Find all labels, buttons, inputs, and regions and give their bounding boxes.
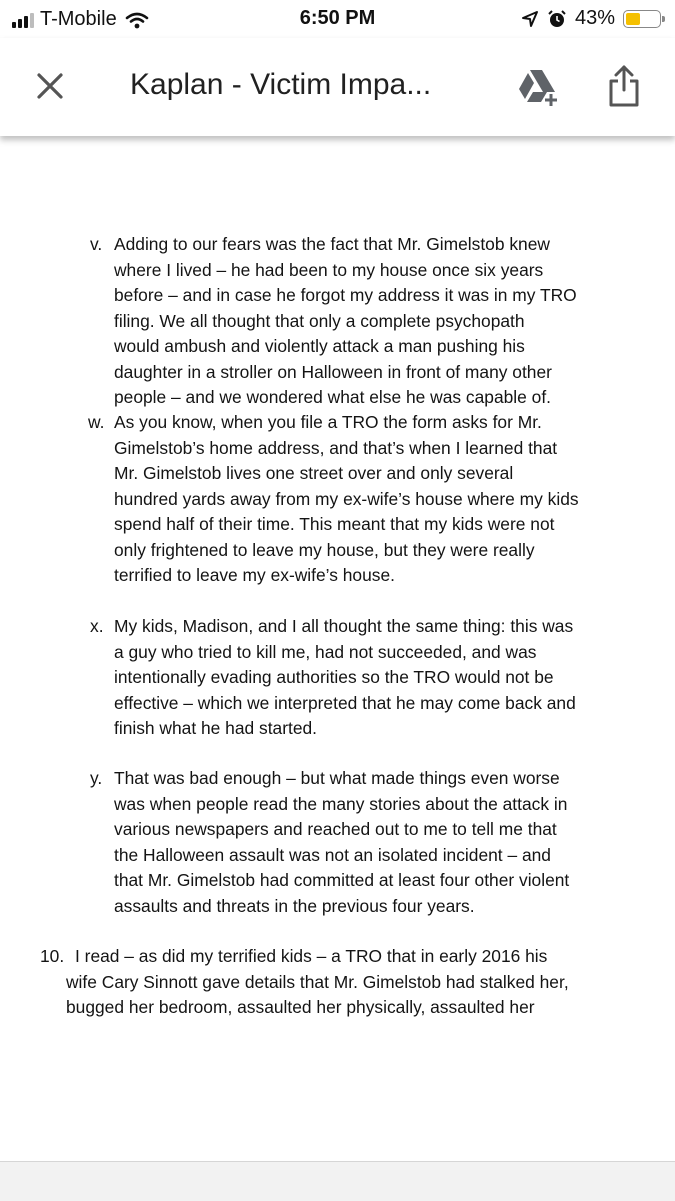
list-marker: w. [88,412,105,432]
document-viewer[interactable] [0,136,675,1161]
status-bar [0,0,675,38]
text-line: the Halloween assault was not an isolated incident – and [114,844,551,865]
app-bar [0,38,675,136]
text-line: would ambush and violently attack a man pushing his [114,336,525,356]
paragraph-text [40,944,650,1021]
text-line: I read – as did my terrified kids – a TRO that in early 2016 his [75,946,548,966]
text-line: bugged her bedroom, assaulted her physically, assaulted her [66,997,535,1017]
location-arrow-icon [521,10,539,28]
text-line: effective – which we interpreted that he may come back and [114,692,576,713]
list-item-v [88,232,648,412]
list-marker: x. [90,616,104,636]
paragraph-10 [40,944,650,1024]
close-icon[interactable] [32,68,68,104]
text-line: people – and we wondered what else he was capable of. [114,387,551,407]
text-line: various newspapers and reached out to me to tell me that [114,819,557,839]
paragraph-number: 10. [40,946,65,966]
text-line: wife Cary Sinnott gave details that Mr. Gimelstob had stalked her, [66,971,569,992]
bottom-page-edge [0,1161,675,1201]
text-line: a guy who tried to kill me, had not succeeded, and was [114,641,537,662]
list-item-y [88,766,648,921]
text-line: before – and in case he forgot my address it was in my TRO [114,285,577,305]
list-item-text [114,614,576,742]
text-line: Adding to our fears was the fact that Mr. Gimelstob knew [114,234,550,254]
text-line: finish what he had started. [114,718,318,738]
add-to-drive-icon[interactable] [517,68,561,108]
text-line: spend half of their time. This meant that my kids were not [114,514,555,534]
list-item-text [114,232,577,411]
carrier-name: T-Mobile [40,8,117,30]
document-title: Kaplan - Victim Impa... [130,68,432,101]
status-right [521,7,661,30]
text-line: hundred yards away from my ex-wife’s house where my kids [114,488,579,509]
wifi-icon [125,11,149,29]
text-line: where I lived – he had been to my house once six years [114,259,544,280]
text-line: was when people read the many stories about the attack in [114,793,568,814]
list-item-text [114,766,569,919]
list-marker: y. [90,768,103,788]
text-line: that Mr. Gimelstob had committed at least four other violent [114,870,570,890]
battery-level [626,13,640,25]
text-line: Gimelstob’s home address, and that’s when I learned that [114,437,558,458]
text-line: only frightened to leave my house, but they were really [114,539,535,560]
text-line: My kids, Madison, and I all thought the same thing: this was [114,616,574,636]
text-line: Mr. Gimelstob lives one street over and only several [114,463,514,483]
list-item-w [88,410,648,590]
text-line: assaults and threats in the previous four years. [114,895,475,916]
status-left [12,8,149,31]
text-line: filing. We all thought that only a complete psychopath [114,310,525,331]
list-item-x [88,614,648,744]
text-line: intentionally evading authorities so the TRO would not be [114,667,554,687]
share-icon[interactable] [606,64,642,108]
alarm-clock-icon [547,9,567,29]
signal-strength-icon [12,12,34,28]
status-time: 6:50 PM [299,7,376,29]
text-line: terrified to leave my ex-wife’s house. [114,565,395,585]
list-marker: v. [90,234,103,254]
text-line: That was bad enough – but what made things even worse [114,768,560,788]
battery-percent: 43% [574,7,615,29]
list-item-text [114,410,579,589]
text-line: daughter in a stroller on Halloween in front of many other [114,361,552,382]
battery-icon [623,10,661,28]
text-line: As you know, when you file a TRO the form asks for Mr. [114,412,542,432]
